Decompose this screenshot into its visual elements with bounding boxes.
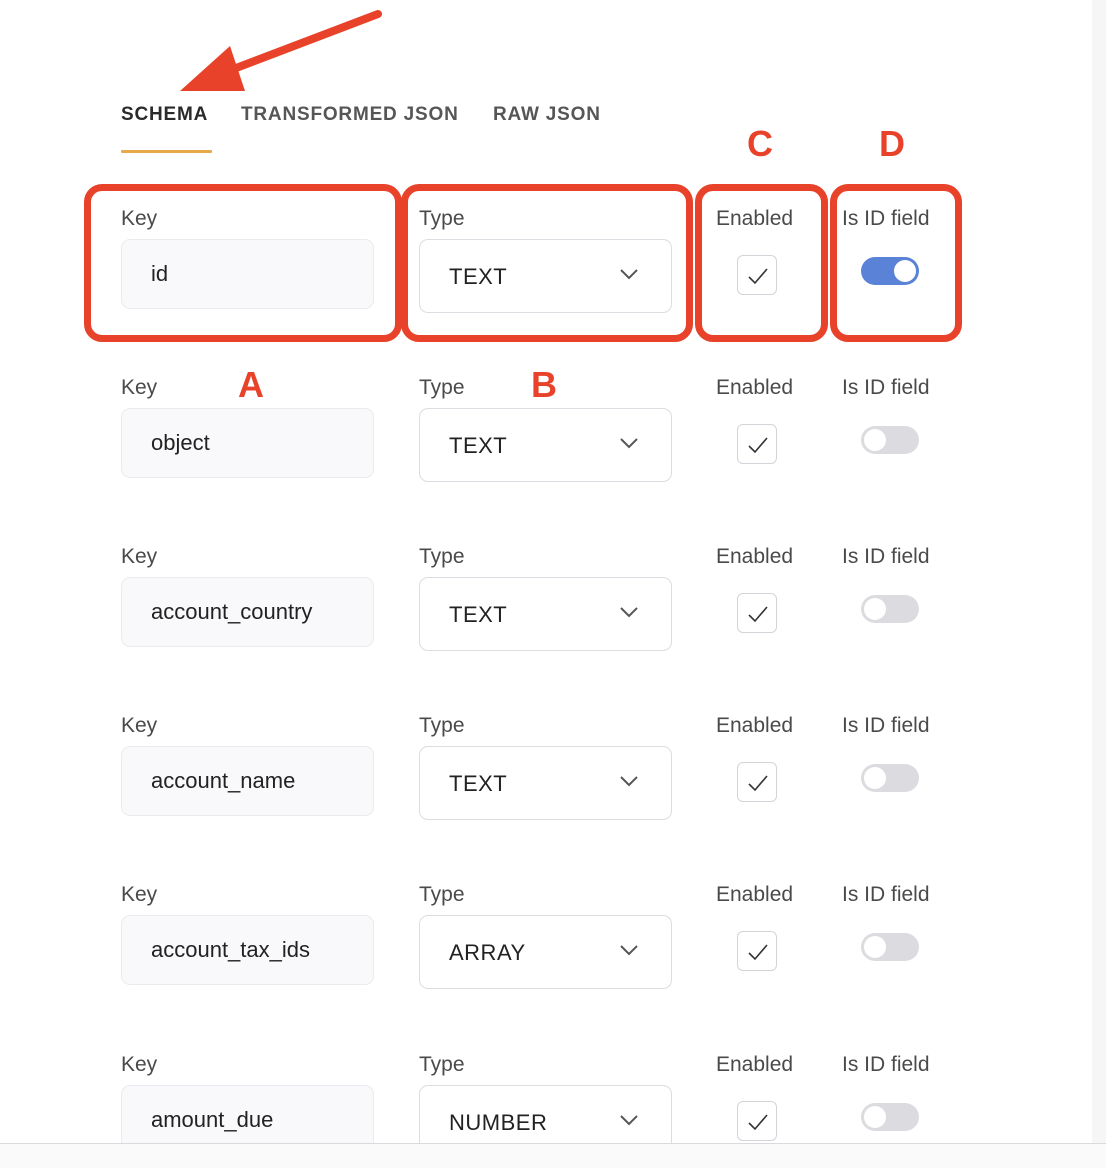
toggle-knob (864, 429, 886, 451)
is-id-field-label: Is ID field (842, 207, 930, 230)
type-value: TEXT (449, 602, 508, 627)
enabled-label: Enabled (716, 883, 794, 906)
chevron-down-icon (619, 606, 639, 618)
check-icon (747, 604, 769, 624)
type-value: TEXT (449, 771, 508, 796)
key-input[interactable] (121, 1085, 374, 1143)
enabled-checkbox[interactable] (737, 762, 777, 802)
check-icon (747, 942, 769, 962)
type-label: Type (419, 1053, 465, 1076)
type-value: NUMBER (449, 1110, 548, 1135)
check-icon (747, 435, 769, 455)
is-id-field-toggle[interactable] (861, 595, 919, 623)
enabled-checkbox[interactable] (737, 424, 777, 464)
key-label: Key (121, 1053, 158, 1076)
is-id-field-toggle[interactable] (861, 764, 919, 792)
key-label: Key (121, 545, 158, 568)
is-id-field-label: Is ID field (842, 883, 930, 906)
arrow-icon (170, 6, 390, 106)
annotation-label-d: D (879, 123, 905, 164)
type-value: TEXT (449, 433, 508, 458)
scrollbar-track[interactable] (1092, 0, 1106, 1168)
enabled-label: Enabled (716, 545, 794, 568)
key-input[interactable] (121, 577, 374, 647)
enabled-checkbox[interactable] (737, 593, 777, 633)
type-select[interactable] (419, 915, 672, 989)
tab-schema[interactable]: SCHEMA (121, 104, 209, 125)
key-input[interactable] (121, 746, 374, 816)
toggle-knob (864, 767, 886, 789)
chevron-down-icon (619, 1114, 639, 1126)
is-id-field-label: Is ID field (842, 376, 930, 399)
type-label: Type (419, 545, 465, 568)
enabled-checkbox[interactable] (737, 931, 777, 971)
active-tab-indicator (121, 150, 212, 153)
annotation-label-c: C (747, 123, 773, 164)
bottom-bar (0, 1144, 1106, 1168)
type-label: Type (419, 376, 465, 399)
enabled-checkbox[interactable] (737, 1101, 777, 1141)
type-select[interactable] (419, 577, 672, 651)
annotation-box-is-id (830, 184, 962, 342)
annotation-box-enabled (695, 184, 828, 342)
schema-row (0, 883, 1092, 1043)
key-input[interactable] (121, 408, 374, 478)
chevron-down-icon (619, 944, 639, 956)
key-label: Key (121, 714, 158, 737)
toggle-knob (864, 936, 886, 958)
is-id-field-label: Is ID field (842, 714, 930, 737)
type-label: Type (419, 883, 465, 906)
is-id-field-toggle[interactable] (861, 933, 919, 961)
type-select[interactable] (419, 408, 672, 482)
type-value: ARRAY (449, 940, 526, 965)
schema-row (0, 545, 1092, 705)
type-label: Type (419, 714, 465, 737)
tab-raw-json[interactable]: RAW JSON (493, 104, 601, 125)
schema-row (0, 1053, 1092, 1143)
is-id-field-label: Is ID field (842, 545, 930, 568)
is-id-field-toggle[interactable] (861, 426, 919, 454)
type-select[interactable] (419, 1085, 672, 1143)
type-label: Type (419, 207, 465, 230)
enabled-label: Enabled (716, 714, 794, 737)
chevron-down-icon (619, 437, 639, 449)
is-id-field-toggle[interactable] (861, 1103, 919, 1131)
tab-transformed-json[interactable]: TRANSFORMED JSON (241, 104, 459, 125)
schema-row (0, 714, 1092, 874)
type-value: TEXT (449, 264, 508, 289)
key-label: Key (121, 207, 158, 230)
enabled-label: Enabled (716, 376, 794, 399)
annotation-box-key (84, 184, 402, 342)
toggle-knob (864, 598, 886, 620)
check-icon (747, 773, 769, 793)
is-id-field-label: Is ID field (842, 1053, 930, 1076)
chevron-down-icon (619, 775, 639, 787)
annotation-label-a: A (238, 364, 264, 405)
key-label: Key (121, 376, 158, 399)
annotation-label-b: B (531, 364, 557, 405)
key-label: Key (121, 883, 158, 906)
type-select[interactable] (419, 746, 672, 820)
annotation-box-type (401, 184, 693, 342)
enabled-label: Enabled (716, 207, 794, 230)
check-icon (747, 1112, 769, 1132)
enabled-label: Enabled (716, 1053, 794, 1076)
key-input[interactable] (121, 915, 374, 985)
toggle-knob (864, 1106, 886, 1128)
